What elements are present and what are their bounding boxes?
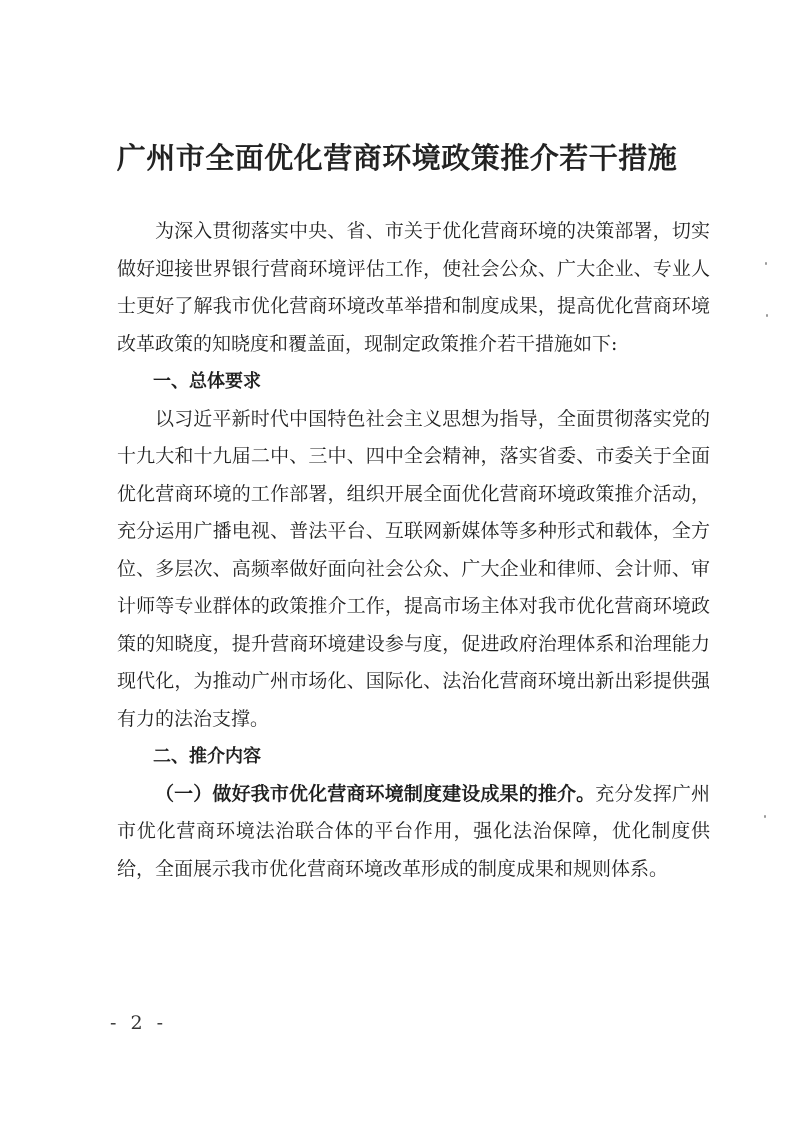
page-number: - 2 -: [110, 1012, 168, 1034]
general-requirements-paragraph: 以习近平新时代中国特色社会主义思想为指导，全面贯彻落实党的十九大和十九届二中、三中、四中全会精神，落实省委、市委关于全面优化营商环境的工作部署，组织开展全面优化营商环境政策推介活动，充分运用广播电视、普法平台、互联网新媒体等多种形式和载体，全方位、多层次、高频率做好面向社会公众、广大企业和律师、会计师、审计师等专业群体的政策推介工作，提高市场主体对我市优化营商环境政策的知晓度，提升营商环境建设参与度，促进政府治理体系和治理能力现代化，为推动广州市场化、国际化、法治化营商环境出新出彩提供强有力的法治支撑。: [117, 407, 710, 730]
promotion-item-1-title: （一）做好我市优化营商环境制度建设成果的推介。: [155, 782, 596, 805]
scan-speck: [766, 314, 768, 317]
section-heading-promotion-content: 二、推介内容: [153, 746, 261, 767]
section-heading-general-requirements: 一、总体要求: [153, 371, 261, 392]
intro-paragraph: 为深入贯彻落实中央、省、市关于优化营商环境的决策部署，切实做好迎接世界银行营商环境评估工作，使社会公众、广大企业、专业人士更好了解我市优化营商环境改革举措和制度成果，提高优化营商环境改革政策的知晓度和覆盖面，现制定政策推介若干措施如下:: [117, 220, 710, 355]
scan-speck: [764, 815, 766, 818]
scan-speck: [765, 262, 767, 265]
document-title: 广州市全面优化营商环境政策推介若干措施: [116, 141, 678, 175]
document-body: [117, 213, 710, 888]
promotion-item-1-text: 充分发挥广州市优化营商环境法治联合体的平台作用，强化法治保障，优化制度供给，全面展示我市优化营商环境改革形成的制度成果和规则体系。: [117, 782, 710, 880]
promotion-item-1-paragraph: [117, 776, 710, 889]
